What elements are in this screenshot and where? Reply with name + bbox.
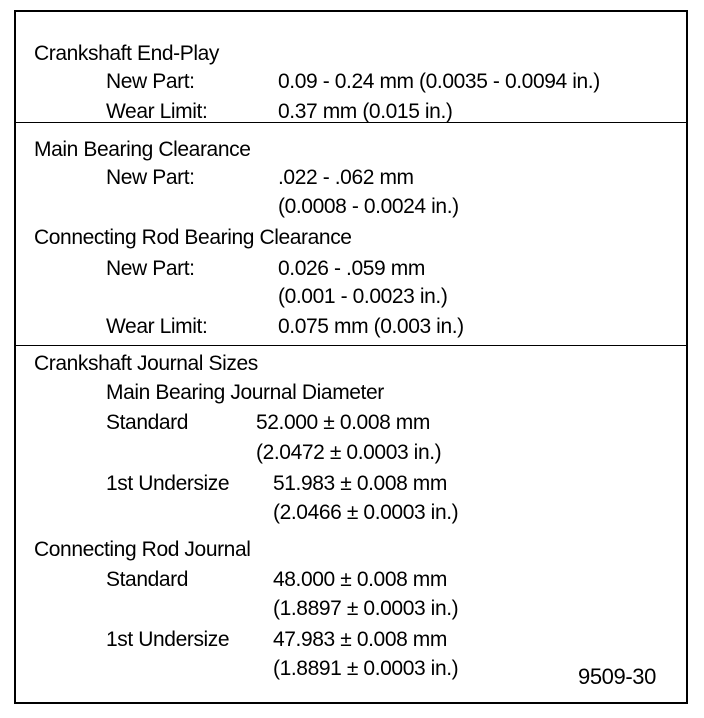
rod-bearing-new-mm: 0.026 - .059 mm [278, 257, 425, 280]
main-journal-standard-in: (2.0472 ± 0.0003 in.) [256, 441, 442, 464]
main-journal-standard-label: Standard [106, 411, 189, 434]
main-bearing-new-label: New Part: [106, 166, 195, 189]
section-divider-2 [14, 345, 688, 346]
rod-bearing-title: Connecting Rod Bearing Clearance [34, 226, 352, 249]
main-journal-undersize-mm: 51.983 ± 0.008 mm [273, 472, 447, 495]
main-journal-subtitle: Main Bearing Journal Diameter [106, 381, 384, 404]
endplay-wear-value: 0.37 mm (0.015 in.) [278, 100, 453, 123]
rod-journal-standard-in: (1.8897 ± 0.0003 in.) [273, 597, 459, 620]
rod-journal-standard-mm: 48.000 ± 0.008 mm [273, 568, 447, 591]
rod-journal-undersize-label: 1st Undersize [106, 628, 230, 651]
rod-journal-undersize-in: (1.8891 ± 0.0003 in.) [273, 657, 459, 680]
rod-journal-title: Connecting Rod Journal [34, 538, 251, 561]
main-journal-undersize-label: 1st Undersize [106, 472, 230, 495]
main-journal-undersize-in: (2.0466 ± 0.0003 in.) [273, 501, 459, 524]
endplay-new-label: New Part: [106, 70, 195, 93]
rod-bearing-wear-value: 0.075 mm (0.003 in.) [278, 315, 464, 338]
figure-number: 9509-30 [578, 664, 656, 689]
endplay-title: Crankshaft End-Play [34, 42, 219, 65]
journal-sizes-title: Crankshaft Journal Sizes [34, 352, 258, 375]
endplay-new-value: 0.09 - 0.24 mm (0.0035 - 0.0094 in.) [278, 70, 600, 93]
main-journal-standard-mm: 52.000 ± 0.008 mm [256, 411, 430, 434]
rod-bearing-wear-label: Wear Limit: [106, 315, 208, 338]
rod-journal-undersize-mm: 47.983 ± 0.008 mm [273, 628, 447, 651]
main-bearing-new-in: (0.0008 - 0.0024 in.) [278, 195, 459, 218]
rod-bearing-new-label: New Part: [106, 257, 195, 280]
main-bearing-title: Main Bearing Clearance [34, 138, 251, 161]
rod-journal-standard-label: Standard [106, 568, 189, 591]
main-bearing-new-mm: .022 - .062 mm [278, 166, 414, 189]
endplay-wear-label: Wear Limit: [106, 100, 208, 123]
rod-bearing-new-in: (0.001 - 0.0023 in.) [278, 285, 448, 308]
